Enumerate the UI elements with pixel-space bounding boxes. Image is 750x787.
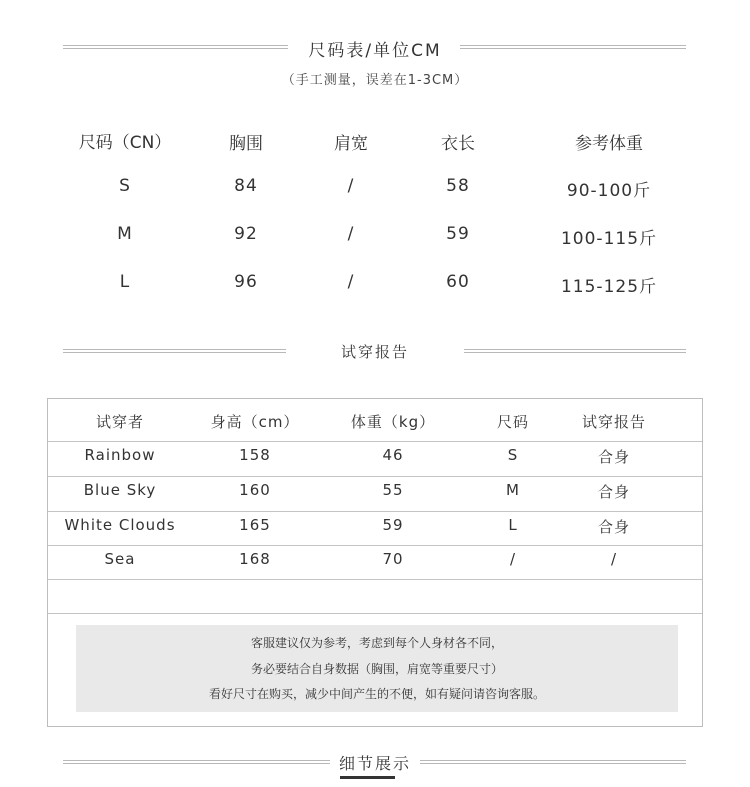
column-header: 尺码 — [496, 413, 530, 431]
tester-name: Rainbow — [84, 446, 156, 464]
size-chart-subtitle: （手工测量，误差在1-3CM） — [281, 73, 469, 88]
weight-cell: 100-115斤 — [560, 229, 658, 249]
weight-cell: 70 — [382, 550, 404, 568]
trial-report-title: 试穿报告 — [340, 343, 409, 361]
note-line: 务必要结合自身数据（胸围，肩宽等重要尺寸） — [250, 662, 503, 676]
fit-cell: / — [610, 550, 618, 568]
row-divider — [48, 613, 702, 614]
chest-cell: 92 — [234, 224, 258, 244]
chest-cell: 84 — [234, 176, 258, 196]
column-header: 参考体重 — [575, 134, 643, 154]
column-header: 身高（cm） — [210, 413, 300, 431]
size-cell: L — [119, 272, 131, 292]
row-divider — [48, 579, 702, 580]
length-cell: 60 — [446, 272, 470, 292]
size-chart-title: 尺码表/单位CM — [308, 41, 442, 61]
height-cell: 165 — [239, 516, 271, 534]
row-divider — [48, 545, 702, 546]
column-header: 体重（kg） — [350, 413, 436, 431]
size-cell: M — [117, 224, 133, 244]
note-line: 看好尺寸在购买，减少中间产生的不便，如有疑问请咨询客服。 — [208, 687, 545, 701]
size-cell: S — [119, 176, 131, 196]
column-header: 试穿报告 — [581, 413, 647, 431]
length-cell: 58 — [446, 176, 470, 196]
title-underline — [340, 776, 395, 779]
column-header: 胸围 — [229, 134, 263, 154]
advice-note — [76, 625, 678, 712]
weight-cell: 115-125斤 — [560, 277, 658, 297]
size-cell: M — [506, 481, 520, 499]
fit-cell: 合身 — [597, 518, 631, 536]
row-divider — [48, 511, 702, 512]
shoulder-cell: / — [347, 176, 355, 196]
size-cell: S — [507, 446, 519, 464]
shoulder-cell: / — [347, 224, 355, 244]
note-line: 客服建议仅为参考，考虑到每个人身材各不同， — [250, 636, 503, 650]
column-header: 试穿者 — [95, 413, 145, 431]
row-divider — [48, 441, 702, 442]
weight-cell: 55 — [382, 481, 404, 499]
height-cell: 160 — [239, 481, 271, 499]
weight-cell: 59 — [382, 516, 404, 534]
details-title: 细节展示 — [338, 754, 411, 773]
tester-name: White Clouds — [64, 516, 176, 534]
size-cell: L — [508, 516, 518, 534]
size-cell: / — [509, 550, 517, 568]
weight-cell: 90-100斤 — [566, 181, 652, 201]
length-cell: 59 — [446, 224, 470, 244]
fit-cell: 合身 — [597, 483, 631, 501]
shoulder-cell: / — [347, 272, 355, 292]
chest-cell: 96 — [234, 272, 258, 292]
weight-cell: 46 — [382, 446, 404, 464]
trial-report-table — [47, 398, 703, 727]
height-cell: 168 — [239, 550, 271, 568]
column-header: 肩宽 — [334, 134, 368, 154]
column-header: 衣长 — [441, 134, 475, 154]
column-header: 尺码（CN） — [78, 133, 172, 153]
fit-cell: 合身 — [597, 448, 631, 466]
height-cell: 158 — [239, 446, 271, 464]
tester-name: Sea — [104, 550, 136, 568]
row-divider — [48, 476, 702, 477]
tester-name: Blue Sky — [83, 481, 157, 499]
